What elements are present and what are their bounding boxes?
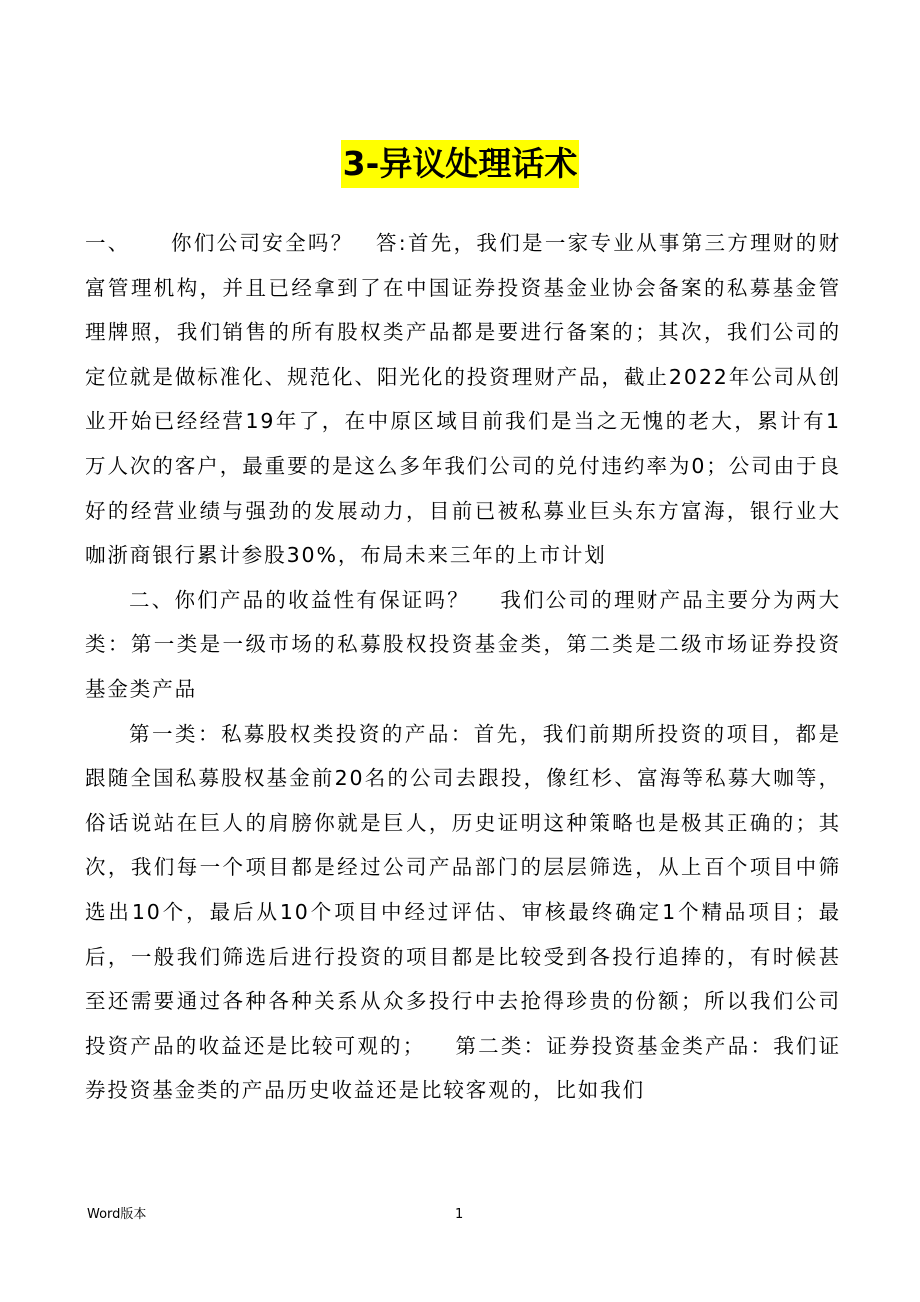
section-1-number: 一、 — [85, 231, 131, 255]
document-body — [85, 221, 841, 1113]
title-wrap — [0, 140, 920, 188]
paragraph-section-2 — [85, 578, 841, 712]
section-1-answer: 答:首先，我们是一家专业从事第三方理财的财富管理机构，并且已经拿到了在中国证券投资基金业协会备案的私募基金管理牌照，我们销售的所有股权类产品都是要进行备案的；其次，我们公司的定位就是做标准化、规范化、阳光化的投资理财产品，截止2022年公司从创业开始已经经营19年了，在中原区域目前我们是当之无愧的老大，累计有1万人次的客户，最重要的是这么多年我们公司的兑付违约率为0；公司由于良好的经营业绩与强劲的发展动力，目前已被私募业巨头东方富海，银行业大咖浙商银行累计参股30%，布局未来三年的上市计划 — [85, 231, 841, 568]
section-2-answer: 我们公司的理财产品主要分为两大类：第一类是一级市场的私募股权投资基金类，第二类是二级市场证券投资基金类产品 — [85, 587, 841, 701]
paragraph-section-1 — [85, 221, 841, 578]
section-1-question: 你们公司安全吗？ — [170, 231, 354, 255]
page-number: 1 — [455, 1207, 464, 1222]
section-3-part-2: 第二类：证券投资基金类产品：我们证券投资基金类的产品历史收益还是比较客观的，比如我们 — [85, 1033, 841, 1103]
page-title: 3-异议处理话术 — [341, 140, 580, 188]
section-2-question: 二、你们产品的收益性有保证吗？ — [129, 587, 470, 612]
footer-label: Word版本 — [87, 1207, 147, 1222]
section-3-part-1: 第一类：私募股权类投资的产品：首先，我们前期所投资的项目，都是跟随全国私募股权基金前20名的公司去跟投，像红杉、富海等私募大咖等，俗话说站在巨人的肩膀你就是巨人，历史证明这种策略也是极其正确的；其次，我们每一个项目都是经过公司产品部门的层层筛选，从上百个项目中筛选出10个，最后从10个项目中经过评估、审核最终确定1个精品项目；最后，一般我们筛选后进行投资的项目都是比较受到各投行追捧的，有时候甚至还需要通过各种各种关系从众多投行中去抢得珍贵的份额；所以我们公司投资产品的收益还是比较可观的； — [85, 721, 841, 1058]
paragraph-section-3 — [85, 712, 841, 1113]
